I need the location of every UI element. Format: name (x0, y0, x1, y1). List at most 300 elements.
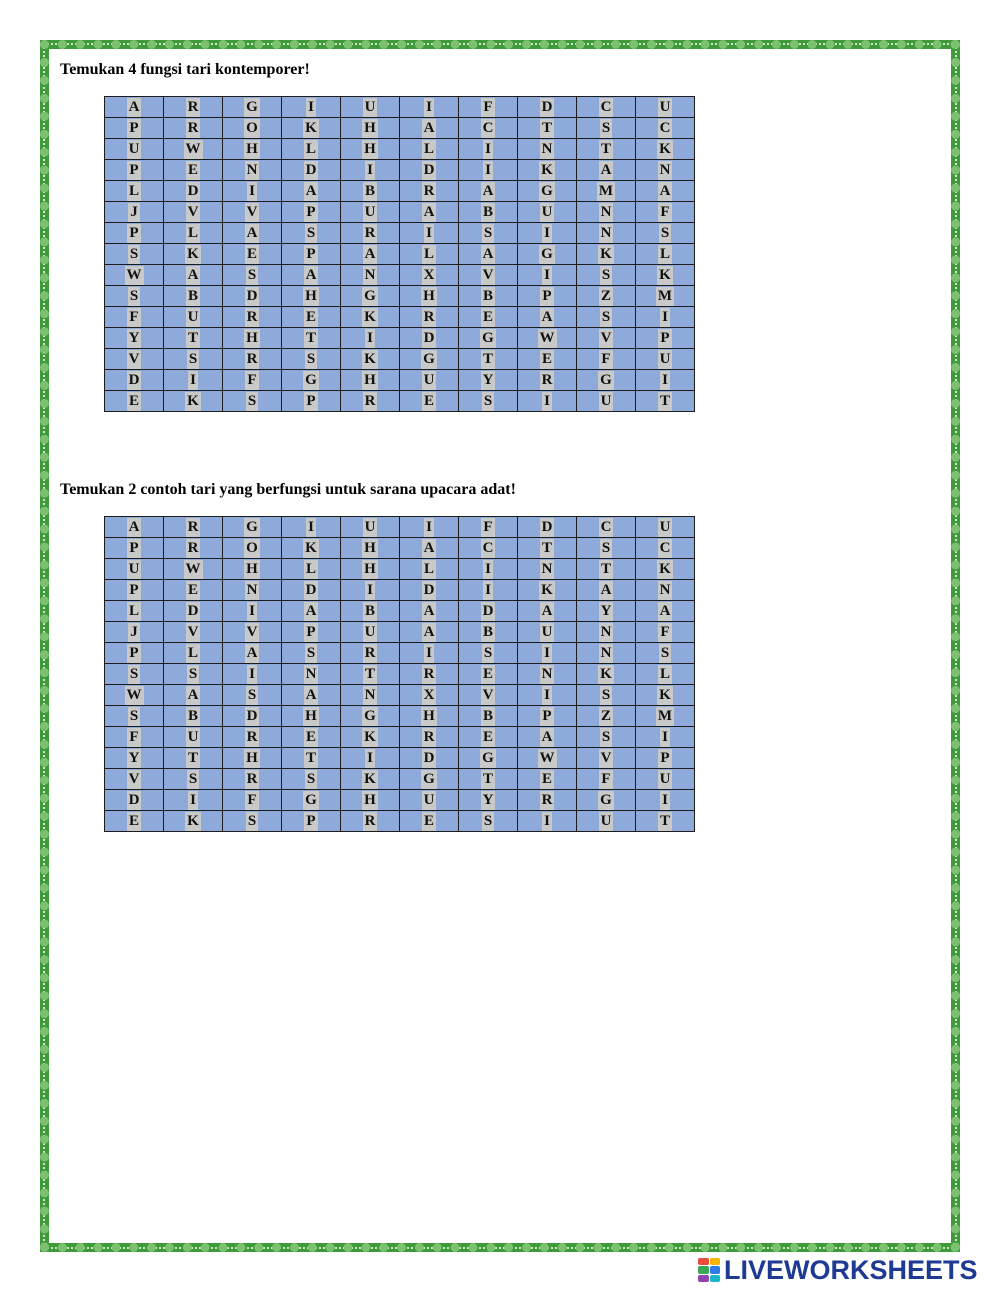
letter-cell[interactable] (223, 622, 282, 643)
letter-cell[interactable] (282, 307, 341, 328)
letter-cell[interactable] (518, 244, 577, 265)
letter-cell[interactable] (341, 727, 400, 748)
letter-cell[interactable] (282, 223, 341, 244)
letter-cell[interactable] (636, 160, 695, 181)
letter-cell[interactable] (459, 664, 518, 685)
letter-cell[interactable] (282, 181, 341, 202)
letter-cell[interactable] (105, 244, 164, 265)
letter-cell[interactable] (223, 769, 282, 790)
letter-cell[interactable] (518, 370, 577, 391)
letter-cell[interactable] (105, 538, 164, 559)
letter-cell[interactable] (164, 349, 223, 370)
letter-cell[interactable] (636, 328, 695, 349)
letter-cell[interactable] (518, 265, 577, 286)
letter-cell[interactable] (400, 286, 459, 307)
letter-cell[interactable] (518, 160, 577, 181)
letter-cell[interactable] (105, 664, 164, 685)
letter-cell[interactable] (636, 601, 695, 622)
letter-cell[interactable] (636, 685, 695, 706)
letter-cell[interactable] (636, 727, 695, 748)
letter-cell[interactable] (577, 664, 636, 685)
letter-cell[interactable] (400, 349, 459, 370)
letter-cell[interactable] (636, 349, 695, 370)
letter-cell[interactable] (636, 748, 695, 769)
letter-cell[interactable] (577, 538, 636, 559)
letter-cell[interactable] (518, 181, 577, 202)
letter-cell[interactable] (105, 160, 164, 181)
letter-cell[interactable] (282, 622, 341, 643)
letter-cell[interactable] (577, 97, 636, 118)
letter-cell[interactable] (518, 664, 577, 685)
letter-cell[interactable] (518, 748, 577, 769)
letter-cell[interactable] (282, 328, 341, 349)
letter-cell[interactable] (636, 307, 695, 328)
letter-cell[interactable] (636, 97, 695, 118)
letter-cell[interactable] (341, 685, 400, 706)
letter-cell[interactable] (459, 244, 518, 265)
letter-cell[interactable] (577, 160, 636, 181)
letter-cell[interactable] (105, 811, 164, 832)
letter-cell[interactable] (223, 811, 282, 832)
letter-cell[interactable] (164, 244, 223, 265)
letter-cell[interactable] (400, 790, 459, 811)
letter-cell[interactable] (577, 727, 636, 748)
letter-cell[interactable] (341, 622, 400, 643)
letter-cell[interactable] (459, 286, 518, 307)
letter-cell[interactable] (400, 643, 459, 664)
letter-cell[interactable] (577, 601, 636, 622)
letter-cell[interactable] (341, 118, 400, 139)
letter-cell[interactable] (223, 244, 282, 265)
letter-cell[interactable] (577, 811, 636, 832)
letter-cell[interactable] (400, 664, 459, 685)
letter-cell[interactable] (400, 118, 459, 139)
letter-cell[interactable] (459, 517, 518, 538)
letter-cell[interactable] (341, 811, 400, 832)
letter-cell[interactable] (459, 118, 518, 139)
letter-cell[interactable] (105, 223, 164, 244)
letter-cell[interactable] (577, 181, 636, 202)
letter-cell[interactable] (105, 139, 164, 160)
letter-cell[interactable] (400, 391, 459, 412)
letter-cell[interactable] (518, 517, 577, 538)
letter-cell[interactable] (518, 790, 577, 811)
letter-cell[interactable] (223, 643, 282, 664)
letter-cell[interactable] (164, 328, 223, 349)
letter-cell[interactable] (105, 202, 164, 223)
letter-cell[interactable] (223, 748, 282, 769)
letter-cell[interactable] (636, 202, 695, 223)
letter-cell[interactable] (164, 601, 223, 622)
letter-cell[interactable] (577, 349, 636, 370)
letter-cell[interactable] (341, 706, 400, 727)
letter-cell[interactable] (400, 265, 459, 286)
letter-cell[interactable] (400, 769, 459, 790)
letter-cell[interactable] (459, 139, 518, 160)
letter-cell[interactable] (282, 139, 341, 160)
letter-cell[interactable] (282, 664, 341, 685)
letter-cell[interactable] (400, 223, 459, 244)
letter-cell[interactable] (636, 643, 695, 664)
letter-cell[interactable] (105, 706, 164, 727)
letter-cell[interactable] (341, 748, 400, 769)
letter-cell[interactable] (341, 538, 400, 559)
letter-cell[interactable] (341, 160, 400, 181)
letter-cell[interactable] (518, 202, 577, 223)
letter-cell[interactable] (105, 265, 164, 286)
letter-cell[interactable] (223, 370, 282, 391)
letter-cell[interactable] (164, 748, 223, 769)
letter-cell[interactable] (459, 202, 518, 223)
letter-cell[interactable] (223, 328, 282, 349)
letter-cell[interactable] (164, 160, 223, 181)
letter-cell[interactable] (577, 118, 636, 139)
letter-cell[interactable] (223, 517, 282, 538)
letter-cell[interactable] (636, 181, 695, 202)
letter-cell[interactable] (105, 727, 164, 748)
letter-cell[interactable] (577, 517, 636, 538)
letter-cell[interactable] (577, 559, 636, 580)
letter-cell[interactable] (400, 685, 459, 706)
letter-cell[interactable] (105, 622, 164, 643)
letter-cell[interactable] (518, 349, 577, 370)
letter-cell[interactable] (164, 97, 223, 118)
letter-cell[interactable] (459, 307, 518, 328)
letter-cell[interactable] (164, 685, 223, 706)
letter-cell[interactable] (223, 349, 282, 370)
letter-cell[interactable] (282, 538, 341, 559)
letter-cell[interactable] (577, 391, 636, 412)
letter-cell[interactable] (223, 181, 282, 202)
letter-cell[interactable] (164, 265, 223, 286)
letter-cell[interactable] (636, 517, 695, 538)
letter-cell[interactable] (400, 559, 459, 580)
letter-cell[interactable] (341, 601, 400, 622)
letter-cell[interactable] (636, 118, 695, 139)
letter-cell[interactable] (341, 391, 400, 412)
letter-cell[interactable] (341, 223, 400, 244)
letter-cell[interactable] (577, 328, 636, 349)
letter-cell[interactable] (518, 307, 577, 328)
letter-cell[interactable] (105, 328, 164, 349)
letter-cell[interactable] (400, 160, 459, 181)
letter-cell[interactable] (577, 202, 636, 223)
letter-cell[interactable] (518, 97, 577, 118)
letter-cell[interactable] (636, 370, 695, 391)
letter-cell[interactable] (341, 286, 400, 307)
letter-cell[interactable] (400, 748, 459, 769)
letter-cell[interactable] (282, 811, 341, 832)
letter-cell[interactable] (577, 223, 636, 244)
letter-cell[interactable] (164, 559, 223, 580)
letter-cell[interactable] (282, 160, 341, 181)
letter-cell[interactable] (282, 643, 341, 664)
letter-cell[interactable] (341, 349, 400, 370)
letter-cell[interactable] (341, 790, 400, 811)
letter-cell[interactable] (223, 790, 282, 811)
letter-cell[interactable] (223, 202, 282, 223)
letter-cell[interactable] (164, 517, 223, 538)
letter-cell[interactable] (105, 580, 164, 601)
letter-cell[interactable] (518, 538, 577, 559)
letter-cell[interactable] (341, 139, 400, 160)
letter-cell[interactable] (223, 580, 282, 601)
letter-cell[interactable] (341, 580, 400, 601)
letter-cell[interactable] (518, 286, 577, 307)
letter-cell[interactable] (459, 391, 518, 412)
letter-cell[interactable] (164, 307, 223, 328)
letter-cell[interactable] (105, 181, 164, 202)
letter-cell[interactable] (636, 559, 695, 580)
letter-cell[interactable] (164, 202, 223, 223)
letter-cell[interactable] (518, 706, 577, 727)
letter-cell[interactable] (636, 223, 695, 244)
letter-cell[interactable] (164, 181, 223, 202)
letter-cell[interactable] (341, 244, 400, 265)
letter-cell[interactable] (459, 265, 518, 286)
letter-cell[interactable] (577, 244, 636, 265)
letter-cell[interactable] (518, 118, 577, 139)
letter-cell[interactable] (341, 307, 400, 328)
letter-cell[interactable] (341, 97, 400, 118)
letter-cell[interactable] (518, 622, 577, 643)
letter-cell[interactable] (164, 580, 223, 601)
letter-cell[interactable] (400, 307, 459, 328)
letter-cell[interactable] (223, 391, 282, 412)
letter-cell[interactable] (282, 601, 341, 622)
letter-cell[interactable] (341, 664, 400, 685)
letter-cell[interactable] (282, 790, 341, 811)
letter-cell[interactable] (459, 328, 518, 349)
letter-cell[interactable] (577, 748, 636, 769)
letter-cell[interactable] (282, 265, 341, 286)
letter-cell[interactable] (223, 286, 282, 307)
letter-cell[interactable] (577, 265, 636, 286)
letter-cell[interactable] (164, 223, 223, 244)
letter-cell[interactable] (282, 97, 341, 118)
letter-cell[interactable] (341, 181, 400, 202)
letter-cell[interactable] (282, 685, 341, 706)
letter-cell[interactable] (518, 769, 577, 790)
letter-cell[interactable] (636, 664, 695, 685)
letter-cell[interactable] (223, 223, 282, 244)
letter-cell[interactable] (105, 349, 164, 370)
letter-cell[interactable] (341, 769, 400, 790)
letter-cell[interactable] (459, 370, 518, 391)
letter-cell[interactable] (282, 118, 341, 139)
letter-cell[interactable] (400, 811, 459, 832)
letter-cell[interactable] (636, 706, 695, 727)
letter-cell[interactable] (164, 286, 223, 307)
letter-cell[interactable] (459, 790, 518, 811)
letter-cell[interactable] (105, 97, 164, 118)
letter-cell[interactable] (341, 643, 400, 664)
letter-cell[interactable] (341, 559, 400, 580)
letter-cell[interactable] (400, 601, 459, 622)
letter-cell[interactable] (223, 538, 282, 559)
letter-cell[interactable] (636, 622, 695, 643)
letter-cell[interactable] (282, 370, 341, 391)
letter-cell[interactable] (282, 517, 341, 538)
letter-cell[interactable] (105, 643, 164, 664)
letter-cell[interactable] (164, 139, 223, 160)
letter-cell[interactable] (400, 328, 459, 349)
letter-cell[interactable] (459, 580, 518, 601)
letter-cell[interactable] (282, 748, 341, 769)
letter-cell[interactable] (105, 769, 164, 790)
letter-cell[interactable] (341, 370, 400, 391)
letter-cell[interactable] (282, 244, 341, 265)
letter-cell[interactable] (164, 538, 223, 559)
letter-cell[interactable] (459, 160, 518, 181)
letter-cell[interactable] (282, 727, 341, 748)
letter-cell[interactable] (636, 769, 695, 790)
letter-cell[interactable] (341, 517, 400, 538)
letter-cell[interactable] (400, 622, 459, 643)
letter-cell[interactable] (223, 307, 282, 328)
letter-cell[interactable] (105, 748, 164, 769)
letter-cell[interactable] (105, 391, 164, 412)
letter-cell[interactable] (400, 97, 459, 118)
letter-cell[interactable] (400, 706, 459, 727)
letter-cell[interactable] (164, 790, 223, 811)
letter-cell[interactable] (105, 286, 164, 307)
letter-cell[interactable] (164, 769, 223, 790)
letter-cell[interactable] (459, 601, 518, 622)
letter-cell[interactable] (518, 685, 577, 706)
letter-cell[interactable] (459, 622, 518, 643)
liveworksheets-logo[interactable] (698, 1256, 978, 1284)
letter-cell[interactable] (282, 559, 341, 580)
letter-cell[interactable] (282, 202, 341, 223)
letter-cell[interactable] (400, 370, 459, 391)
letter-cell[interactable] (577, 643, 636, 664)
letter-cell[interactable] (164, 370, 223, 391)
letter-cell[interactable] (459, 559, 518, 580)
letter-cell[interactable] (164, 391, 223, 412)
letter-cell[interactable] (223, 265, 282, 286)
letter-cell[interactable] (518, 643, 577, 664)
letter-cell[interactable] (459, 349, 518, 370)
letter-cell[interactable] (164, 118, 223, 139)
letter-cell[interactable] (223, 139, 282, 160)
letter-cell[interactable] (577, 790, 636, 811)
letter-cell[interactable] (577, 622, 636, 643)
letter-cell[interactable] (518, 727, 577, 748)
letter-cell[interactable] (518, 811, 577, 832)
letter-cell[interactable] (105, 601, 164, 622)
letter-cell[interactable] (577, 286, 636, 307)
letter-cell[interactable] (223, 97, 282, 118)
letter-cell[interactable] (282, 286, 341, 307)
letter-cell[interactable] (223, 601, 282, 622)
letter-cell[interactable] (577, 769, 636, 790)
letter-cell[interactable] (577, 139, 636, 160)
letter-cell[interactable] (636, 811, 695, 832)
letter-cell[interactable] (341, 202, 400, 223)
letter-cell[interactable] (164, 727, 223, 748)
letter-cell[interactable] (223, 118, 282, 139)
letter-cell[interactable] (459, 223, 518, 244)
letter-cell[interactable] (105, 307, 164, 328)
letter-cell[interactable] (223, 664, 282, 685)
letter-cell[interactable] (400, 580, 459, 601)
letter-cell[interactable] (400, 727, 459, 748)
letter-cell[interactable] (459, 685, 518, 706)
letter-cell[interactable] (636, 790, 695, 811)
letter-cell[interactable] (105, 685, 164, 706)
letter-cell[interactable] (577, 706, 636, 727)
letter-cell[interactable] (577, 370, 636, 391)
letter-cell[interactable] (636, 244, 695, 265)
letter-cell[interactable] (164, 643, 223, 664)
letter-cell[interactable] (459, 727, 518, 748)
letter-cell[interactable] (223, 559, 282, 580)
letter-cell[interactable] (636, 286, 695, 307)
letter-cell[interactable] (164, 622, 223, 643)
letter-cell[interactable] (341, 265, 400, 286)
letter-cell[interactable] (636, 139, 695, 160)
letter-cell[interactable] (459, 706, 518, 727)
letter-cell[interactable] (282, 391, 341, 412)
letter-cell[interactable] (636, 265, 695, 286)
letter-cell[interactable] (223, 160, 282, 181)
letter-cell[interactable] (282, 349, 341, 370)
letter-cell[interactable] (400, 538, 459, 559)
letter-cell[interactable] (518, 391, 577, 412)
letter-cell[interactable] (459, 181, 518, 202)
letter-cell[interactable] (164, 706, 223, 727)
letter-cell[interactable] (223, 685, 282, 706)
letter-cell[interactable] (105, 118, 164, 139)
letter-cell[interactable] (282, 580, 341, 601)
letter-cell[interactable] (459, 97, 518, 118)
letter-cell[interactable] (164, 811, 223, 832)
letter-cell[interactable] (282, 769, 341, 790)
letter-cell[interactable] (459, 538, 518, 559)
letter-cell[interactable] (400, 517, 459, 538)
letter-cell[interactable] (400, 244, 459, 265)
letter-cell[interactable] (518, 601, 577, 622)
letter-cell[interactable] (577, 307, 636, 328)
letter-cell[interactable] (400, 181, 459, 202)
letter-cell[interactable] (105, 517, 164, 538)
letter-cell[interactable] (518, 223, 577, 244)
letter-cell[interactable] (105, 790, 164, 811)
letter-cell[interactable] (341, 328, 400, 349)
letter-cell[interactable] (459, 769, 518, 790)
letter-cell[interactable] (518, 139, 577, 160)
letter-cell[interactable] (223, 706, 282, 727)
letter-cell[interactable] (459, 643, 518, 664)
letter-cell[interactable] (459, 748, 518, 769)
letter-cell[interactable] (105, 559, 164, 580)
letter-cell[interactable] (400, 202, 459, 223)
letter-cell[interactable] (518, 328, 577, 349)
letter-cell[interactable] (400, 139, 459, 160)
letter-cell[interactable] (223, 727, 282, 748)
letter-cell[interactable] (164, 664, 223, 685)
letter-cell[interactable] (105, 370, 164, 391)
letter-cell[interactable] (636, 538, 695, 559)
letter-cell[interactable] (577, 580, 636, 601)
letter-cell[interactable] (518, 580, 577, 601)
letter-cell[interactable] (459, 811, 518, 832)
letter-cell[interactable] (518, 559, 577, 580)
letter-cell[interactable] (577, 685, 636, 706)
letter-cell[interactable] (282, 706, 341, 727)
letter-cell[interactable] (636, 391, 695, 412)
